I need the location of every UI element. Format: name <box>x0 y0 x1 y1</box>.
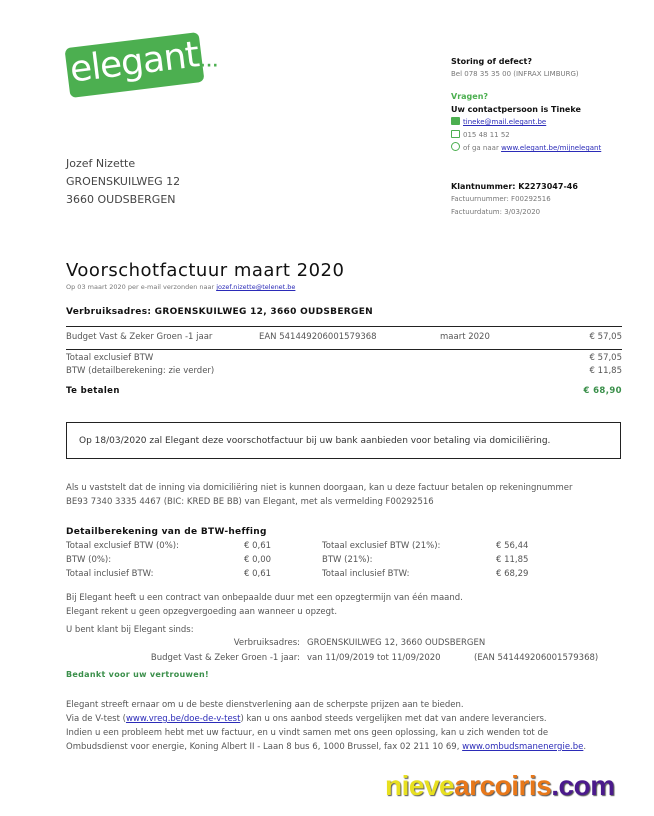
globe-icon <box>451 142 460 151</box>
btw-right-table <box>322 539 542 581</box>
contract-line: Elegant rekent u geen opzegvergoeding aan wanneer u opzegt. <box>66 607 338 617</box>
page-title: Voorschotfactuur maart 2020 <box>66 260 345 281</box>
recipient-name: Jozef Nizette <box>66 157 136 170</box>
contact-email-link[interactable]: tineke@mail.elegant.be <box>463 118 547 126</box>
web-prefix: of ga naar <box>463 144 502 152</box>
footer-line: Elegant streeft ernaar om u de beste dienstverlening aan de scherpste prijzen aan te bieden. <box>66 700 464 710</box>
klantnummer: Klantnummer: K2273047-46 <box>451 182 578 191</box>
btw-row <box>322 539 542 553</box>
logo-text: elegant <box>67 34 201 91</box>
btw-value: € 68,29 <box>496 569 529 579</box>
ombuds-prefix: Ombudsdienst voor energie, Koning Albert II - Laan 8 bus 6, 1000 Brussel, fax 02 211 10 69, <box>66 742 463 752</box>
invoice-meta <box>451 180 578 219</box>
divider <box>66 349 622 350</box>
footer-line: Indien u een probleem hebt met uw factuur, en u vindt samen met ons geen oplossing, kan u zich wenden tot de <box>66 728 549 738</box>
factuurdatum: Factuurdatum: 3/03/2020 <box>451 208 541 216</box>
customer-since-table <box>66 636 626 666</box>
btw-label: Totaal inclusief BTW: <box>66 569 154 579</box>
payment-info <box>66 481 572 509</box>
thanks-message: Bedankt voor uw vertrouwen! <box>66 670 209 679</box>
to-pay-value: € 68,90 <box>583 386 622 396</box>
watermark <box>385 770 615 802</box>
line-item-product: Budget Vast & Zeker Groen -1 jaar <box>66 332 213 342</box>
domiciliation-notice <box>66 422 621 459</box>
since-product-label: Budget Vast & Zeker Groen -1 jaar: <box>150 653 300 663</box>
btw-value: € 0,00 <box>244 555 272 565</box>
vtest-prefix: Via de V-test ( <box>66 714 126 724</box>
recipient-street: GROENSKUILWEG 12 <box>66 175 181 188</box>
watermark-part: nieve <box>385 770 455 801</box>
logo-dots: ··· <box>200 58 219 74</box>
btw-row <box>66 539 276 553</box>
recipient-address <box>66 155 180 209</box>
to-pay-row <box>66 386 622 398</box>
btw-value: € 0,61 <box>244 541 272 551</box>
elegant-logo <box>64 32 204 98</box>
contact-block <box>451 55 651 155</box>
contract-line: Bij Elegant heeft u een contract van onbepaalde duur met een opzegtermijn van één maand. <box>66 593 463 603</box>
to-pay-label: Te betalen <box>66 386 120 396</box>
total-label: Totaal exclusief BTW <box>66 353 154 363</box>
payment-line: Als u vaststelt dat de inning via domiciliëring niet is kunnen doorgaan, kan u deze factuur betalen op rekeningnummer <box>66 483 573 493</box>
storing-text: Bel 078 35 35 00 (INFRAX LIMBURG) <box>451 70 579 78</box>
sent-info <box>66 283 295 291</box>
btw-value: € 0,61 <box>244 569 272 579</box>
btw-title: Detailberekening van de BTW-heffing <box>66 527 267 537</box>
ombudsman-link[interactable]: www.ombudsmanenergie.be <box>462 742 584 752</box>
phone-icon <box>451 130 460 138</box>
since-addr-value: GROENSKUILWEG 12, 3660 OUDSBERGEN <box>307 638 486 648</box>
vtest-link[interactable]: www.vreg.be/doe-de-v-test <box>125 714 241 724</box>
btw-row <box>66 553 276 567</box>
btw-label: Totaal exclusief BTW (21%): <box>322 541 441 551</box>
since-product-period: van 11/09/2019 tot 11/09/2020 <box>307 653 441 663</box>
sent-email-link[interactable]: jozef.nizette@telenet.be <box>216 283 296 291</box>
notice-text: Op 18/03/2020 zal Elegant deze voorschotfactuur bij uw bank aanbieden voor betaling via domiciliëring. <box>79 435 551 446</box>
vragen-title: Vragen? <box>451 92 489 101</box>
customer-since: U bent klant bij Elegant sinds: <box>66 625 194 635</box>
recipient-city: 3660 OUDSBERGEN <box>66 193 176 206</box>
watermark-part: .com <box>551 770 615 801</box>
watermark-part: arcoiris <box>454 770 552 801</box>
btw-label: Totaal inclusief BTW: <box>322 569 410 579</box>
divider <box>66 326 622 327</box>
line-item-ean: EAN 541449206001579368 <box>259 332 377 342</box>
sent-prefix: Op 03 maart 2020 per e-mail verzonden naar <box>66 283 217 291</box>
web-link[interactable]: www.elegant.be/mijnelegant <box>501 144 602 152</box>
contact-phone: 015 48 11 52 <box>463 131 510 139</box>
btw-row <box>322 553 542 567</box>
since-addr-label: Verbruiksadres: <box>233 638 300 648</box>
line-item-period: maart 2020 <box>440 332 490 342</box>
verbruiksadres: Verbruiksadres: GROENSKUILWEG 12, 3660 OUDSBERGEN <box>66 307 373 317</box>
storing-title: Storing of defect? <box>451 57 533 66</box>
btw-value: € 11,85 <box>496 555 529 565</box>
total-row <box>66 366 622 378</box>
btw-label: BTW (0%): <box>66 555 112 565</box>
footer-line <box>66 740 586 754</box>
footer-text <box>66 698 586 754</box>
footer-line <box>66 712 586 726</box>
btw-row <box>66 567 276 581</box>
vtest-suffix: ) kan u ons aanbod steeds vergelijken met dat van andere leveranciers. <box>240 714 547 724</box>
total-row <box>66 353 622 365</box>
line-item-amount: € 57,05 <box>589 332 622 342</box>
total-value: € 11,85 <box>589 366 622 376</box>
ombuds-suffix: . <box>583 742 587 752</box>
btw-label: Totaal exclusief BTW (0%): <box>66 541 179 551</box>
factuurnummer: Factuurnummer: F00292516 <box>451 195 551 203</box>
contact-person: Uw contactpersoon is Tineke <box>451 105 581 114</box>
btw-label: BTW (21%): <box>322 555 373 565</box>
btw-row <box>322 567 542 581</box>
since-product-ean: (EAN 541449206001579368) <box>474 653 599 663</box>
email-icon <box>451 117 460 125</box>
btw-left-table <box>66 539 276 581</box>
payment-line: BE93 7340 3335 4467 (BIC: KRED BE BB) van Elegant, met als vermelding F00292516 <box>66 497 434 507</box>
total-value: € 57,05 <box>589 353 622 363</box>
contract-info <box>66 591 463 637</box>
line-item-row <box>66 332 622 346</box>
btw-value: € 56,44 <box>496 541 529 551</box>
total-label: BTW (detailberekening: zie verder) <box>66 366 215 376</box>
